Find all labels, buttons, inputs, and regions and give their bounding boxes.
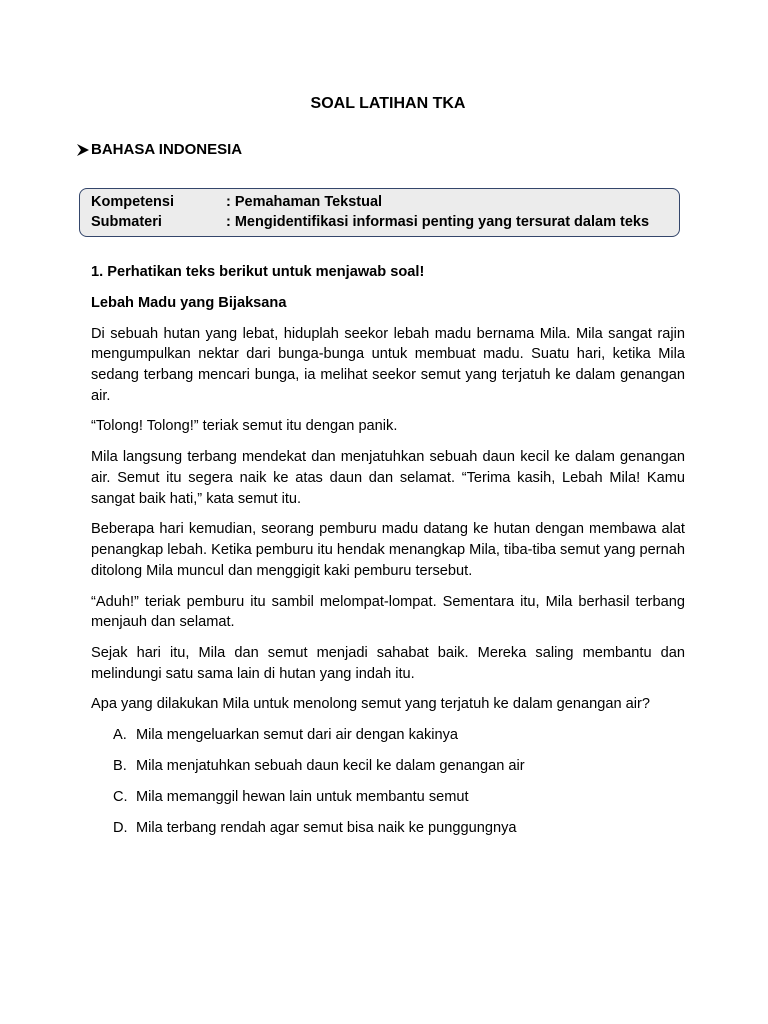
page-title: SOAL LATIHAN TKA [310, 95, 466, 112]
option-text: Mila menjatuhkan sebuah daun kecil ke dalam genangan air [136, 758, 525, 775]
option-text: Mila mengeluarkan semut dari air dengan kakinya [136, 727, 459, 744]
story-paragraph: “Aduh!” teriak pemburu itu sambil melompat-lompat. Sementara itu, Mila berhasil terbang menjauh dan selamat. [91, 593, 685, 631]
answer-option-c[interactable] [113, 787, 685, 808]
answer-options [91, 725, 685, 838]
story-paragraph: Mila langsung terbang mendekat dan menjatuhkan sebuah daun kecil ke dalam genangan air. Semut itu segera naik ke atas daun dan selamat. “Terima kasih, Lebah Mila! Kamu sangat baik hati,” kata semut itu. [91, 449, 685, 507]
question-content [91, 262, 685, 849]
answer-option-d[interactable] [113, 818, 685, 839]
info-row-kompetensi [91, 192, 382, 212]
option-text: Mila memanggil hewan lain untuk membantu semut [136, 789, 469, 806]
story-paragraph: “Tolong! Tolong!” teriak semut itu dengan panik. [91, 418, 398, 435]
story-paragraph: Sejak hari itu, Mila dan semut menjadi sahabat baik. Mereka saling membantu dan melindungi satu sama lain di hutan yang indah itu. [91, 644, 685, 682]
option-letter: D. [113, 820, 128, 837]
section-heading [76, 140, 242, 160]
arrowhead-bullet-icon [76, 143, 90, 157]
option-letter: C. [113, 789, 128, 806]
info-label: Submateri [91, 214, 162, 230]
answer-option-b[interactable] [113, 756, 685, 777]
info-value: : Mengidentifikasi informasi penting yang tersurat dalam teks [226, 214, 650, 230]
option-text: Mila terbang rendah agar semut bisa naik ke punggungnya [136, 820, 517, 837]
story-title: Lebah Madu yang Bijaksana [91, 294, 287, 311]
section-heading-label: BAHASA INDONESIA [91, 141, 243, 158]
info-box [79, 188, 680, 237]
info-value: : Pemahaman Tekstual [226, 194, 383, 210]
answer-option-a[interactable] [113, 725, 685, 746]
info-label: Kompetensi [91, 194, 174, 210]
option-letter: A. [113, 727, 127, 744]
option-letter: B. [113, 758, 127, 775]
question-prompt: Apa yang dilakukan Mila untuk menolong semut yang terjatuh ke dalam genangan air? [91, 696, 650, 713]
question-instruction: 1. Perhatikan teks berikut untuk menjawab soal! [91, 264, 425, 280]
story-paragraph: Beberapa hari kemudian, seorang pemburu madu datang ke hutan dengan membawa alat penangkap lebah. Ketika pemburu itu hendak menangkap Mila, tiba-tiba semut yang pernah ditolong Mila muncul dan menggigit kaki pemburu tersebut. [91, 521, 685, 579]
info-row-submateri [91, 212, 649, 232]
story-paragraph: Di sebuah hutan yang lebat, hiduplah seekor lebah madu bernama Mila. Mila sangat rajin mengumpulkan nektar dari bunga-bunga untuk membuat madu. Suatu hari, ketika Mila sedang terbang mencari bunga, ia melihat seekor semut yang terjatuh ke dalam genangan air. [91, 325, 685, 404]
